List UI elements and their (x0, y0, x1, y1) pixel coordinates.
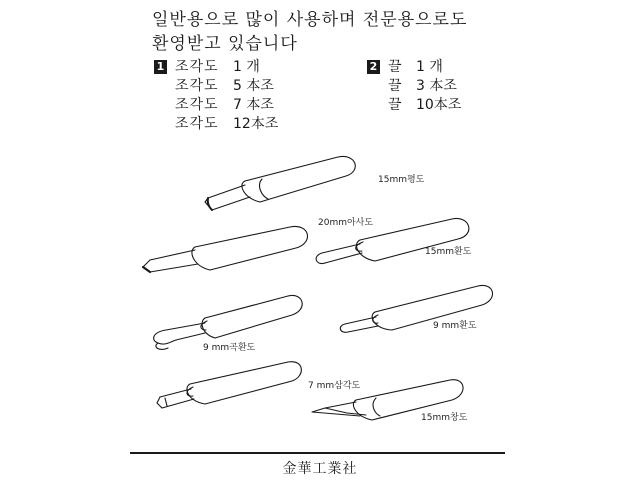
tool-label: 20mm아사도 (318, 218, 374, 228)
item-name: 조각도 (175, 77, 219, 94)
intro-line-1: 일반용으로 많이 사용하며 전문용으로도 (152, 10, 468, 30)
company-name: 金華工業社 (282, 461, 358, 477)
item-name: 끌 (388, 96, 403, 113)
item-qty: 12本조 (233, 115, 279, 132)
item-qty: 5 本조 (233, 77, 274, 94)
tool-label: 15mm평도 (378, 175, 425, 185)
tool-label: 9 mm환도 (433, 321, 477, 331)
item-qty: 10本조 (416, 96, 462, 113)
v-gouge-icon (143, 226, 307, 272)
flat-chisel-icon (205, 156, 355, 210)
tool-label: 9 mm곡환도 (203, 343, 256, 353)
tool-label: 15mm환도 (425, 247, 472, 257)
item-qty: 1 개 (416, 58, 443, 75)
item-name: 조각도 (175, 115, 219, 132)
triangle-gouge-icon (157, 362, 301, 408)
item-qty: 1 개 (233, 58, 260, 75)
set-2-badge: 2 (367, 60, 380, 74)
item-name: 끌 (388, 77, 403, 94)
item-name: 조각도 (175, 58, 219, 75)
set-1-badge: 1 (154, 60, 167, 74)
intro-line-2: 환영받고 있습니다 (152, 34, 298, 54)
footer-divider (130, 452, 505, 454)
tool-label: 7 mm삼각도 (308, 381, 361, 391)
item-name: 조각도 (175, 96, 219, 113)
item-name: 끌 (388, 58, 403, 75)
item-qty: 3 本조 (416, 77, 457, 94)
tool-label: 15mm창도 (421, 413, 468, 423)
item-qty: 7 本조 (233, 96, 274, 113)
